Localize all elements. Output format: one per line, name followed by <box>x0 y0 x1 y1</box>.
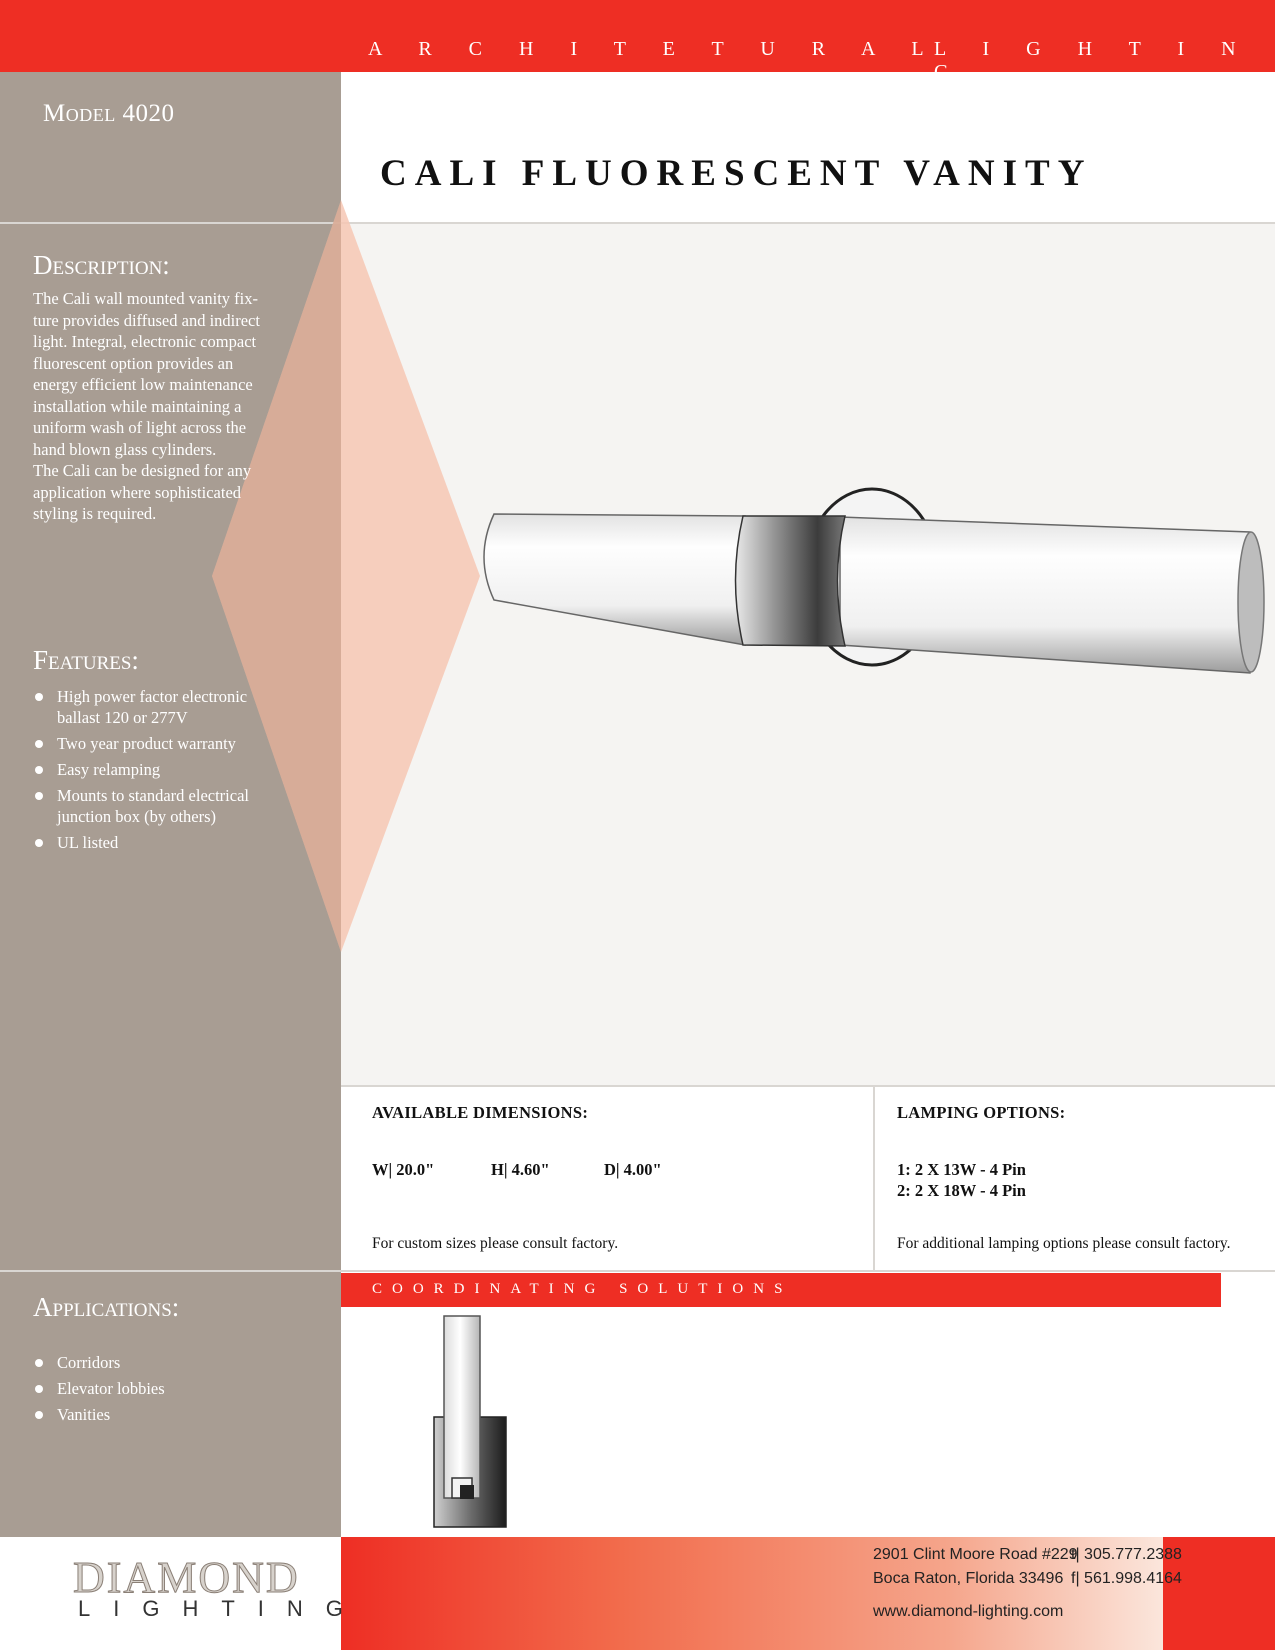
features-heading: Features: <box>33 645 139 675</box>
description-line: The Cali can be designed for any <box>33 461 252 480</box>
description-line: installation while maintaining a <box>33 396 242 416</box>
lamping-option-1: 1: 2 X 13W - 4 Pin <box>897 1160 1026 1179</box>
applications-list <box>33 1352 165 1430</box>
banner-word-architectural: A R C H I T E T U R A L <box>368 38 940 60</box>
model-number: Model 4020 <box>43 100 175 127</box>
specs-column-divider <box>873 1087 875 1270</box>
description-line: application where sophisticated <box>33 482 242 502</box>
application-item: Elevator lobbies <box>33 1378 165 1399</box>
applications-heading: Applications: <box>33 1292 180 1322</box>
vanity-fixture-image <box>480 470 1275 690</box>
footer-phone: t| 305.777.2388 <box>1071 1546 1182 1563</box>
footer-fax: f| 561.998.4164 <box>1071 1570 1182 1587</box>
product-title: CALI FLUORESCENT VANITY <box>380 153 1093 194</box>
diamond-logo-wordmark: DIAMOND <box>73 1553 300 1602</box>
divider-top <box>0 222 1275 224</box>
feature-text: Mounts to standard electrical <box>57 786 249 805</box>
description-text <box>33 288 303 525</box>
dimension-height: H| 4.60" <box>491 1160 550 1179</box>
coordinating-sconce-image <box>430 1313 510 1529</box>
lamping-option-2: 2: 2 X 18W - 4 Pin <box>897 1181 1026 1200</box>
divider-specs-top <box>341 1085 1275 1087</box>
footer-address-line-2: Boca Raton, Florida 33496 <box>873 1570 1064 1587</box>
description-line: energy efficient low maintenance <box>33 375 253 394</box>
application-item: Vanities <box>33 1404 165 1425</box>
description-line: light. Integral, electronic compact <box>33 332 257 351</box>
description-line: styling is required. <box>33 504 157 523</box>
lamping-note: For additional lamping options please consult factory. <box>897 1235 1231 1252</box>
feature-item <box>33 686 249 728</box>
dimensions-note: For custom sizes please consult factory. <box>372 1235 619 1252</box>
diamond-logo-subtitle: LIGHTING <box>78 1596 366 1621</box>
feature-text: ballast 120 or 277V <box>57 708 188 727</box>
feature-text: junction box (by others) <box>57 807 217 826</box>
dimension-depth: D| 4.00" <box>604 1160 662 1179</box>
dimensions-heading: AVAILABLE DIMENSIONS: <box>372 1103 589 1122</box>
features-list <box>33 686 249 858</box>
description-line: fluorescent option provides an <box>33 353 234 373</box>
description-line: ture provides diffused and indirect <box>33 310 260 330</box>
dimension-width: W| 20.0" <box>372 1160 435 1179</box>
feature-text: Easy relamping <box>57 760 161 779</box>
lamping-heading: LAMPING OPTIONS: <box>897 1103 1066 1122</box>
feature-item <box>33 759 249 780</box>
top-banner <box>0 0 1275 83</box>
feature-text: High power factor electronic <box>57 687 248 706</box>
footer-website-link[interactable]: www.diamond-lighting.com <box>873 1603 1064 1620</box>
description-line: hand blown glass cylinders. <box>33 439 217 459</box>
feature-item <box>33 832 249 853</box>
description-line: The Cali wall mounted vanity fix- <box>33 289 258 308</box>
feature-item <box>33 733 249 754</box>
banner-word-lighting: L I G H T I N G <box>934 38 1252 83</box>
description-heading: Description: <box>33 250 170 280</box>
feature-item <box>33 785 249 827</box>
feature-text: Two year product warranty <box>57 734 236 753</box>
feature-text: UL listed <box>57 833 119 852</box>
divider-specs-bottom <box>0 1270 1275 1272</box>
description-line: uniform wash of light across the <box>33 418 247 437</box>
application-item: Corridors <box>33 1352 165 1373</box>
footer-red-accent <box>1216 1537 1275 1650</box>
coordinating-solutions-label: COORDINATING SOLUTIONS <box>372 1281 793 1297</box>
footer-address-line-1: 2901 Clint Moore Road #229 <box>873 1546 1078 1563</box>
